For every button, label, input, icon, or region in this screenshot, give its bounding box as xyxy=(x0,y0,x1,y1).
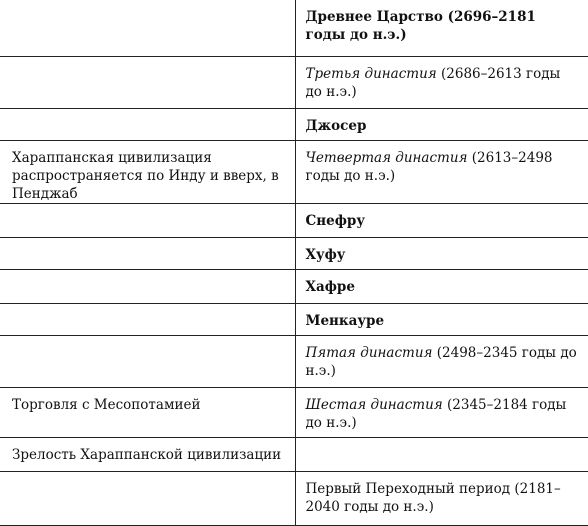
egypt-cell xyxy=(295,56,588,108)
event-cell xyxy=(0,335,295,387)
event-cell xyxy=(0,140,295,203)
dynasty-name: Пятая династия xyxy=(305,344,433,361)
dynasty-name: Четвертая династия xyxy=(305,149,468,166)
event-text: Зрелость Хараппанской цивилизации xyxy=(12,446,282,463)
event-cell xyxy=(0,108,295,140)
period-dates: (2345–2184 годы до н.э.) xyxy=(305,396,567,431)
event-cell xyxy=(0,56,295,108)
table-row xyxy=(0,56,588,108)
period-dates: (2613–2498 годы до н.э.) xyxy=(305,149,553,184)
dynasty-name: Шестая династия xyxy=(305,396,443,413)
egypt-cell xyxy=(295,108,588,140)
egypt-cell xyxy=(295,303,588,335)
period-dates: (2686–2613 годы до н.э.) xyxy=(305,65,561,100)
event-cell xyxy=(0,303,295,335)
egypt-cell xyxy=(295,0,588,56)
table-row xyxy=(0,140,588,203)
egypt-cell xyxy=(295,437,588,471)
event-cell xyxy=(0,0,295,56)
table-row xyxy=(0,0,588,56)
table-row xyxy=(0,303,588,335)
period-heading: Хуфу xyxy=(305,246,346,263)
table-row xyxy=(0,335,588,387)
period-dates: (2498–2345 годы до н.э.) xyxy=(305,344,577,379)
event-text: Хараппанская цивилизация распространяется по Инду и вверх, в Пенджаб xyxy=(12,149,279,202)
period-heading: Хафре xyxy=(305,278,355,295)
event-cell xyxy=(0,471,295,525)
event-cell xyxy=(0,269,295,303)
table-row xyxy=(0,387,588,437)
egypt-cell xyxy=(295,269,588,303)
table-row xyxy=(0,437,588,471)
egypt-cell xyxy=(295,203,588,237)
egypt-cell xyxy=(295,387,588,437)
period-heading: Менкауре xyxy=(305,312,385,329)
event-cell xyxy=(0,437,295,471)
dynasty-name: Третья династия xyxy=(305,65,437,82)
table-row xyxy=(0,471,588,525)
period-heading: Джосер xyxy=(305,117,367,134)
table-row xyxy=(0,269,588,303)
egypt-cell xyxy=(295,140,588,203)
event-text: Торговля с Месопотамией xyxy=(12,396,201,413)
period-heading: Снефру xyxy=(305,212,365,229)
egypt-cell xyxy=(295,335,588,387)
period-dates: Первый Переходный период (2181–2040 годы до н.э.) xyxy=(305,480,561,515)
egypt-cell xyxy=(295,471,588,525)
table-row xyxy=(0,108,588,140)
event-cell xyxy=(0,237,295,269)
event-cell xyxy=(0,387,295,437)
period-heading: Древнее Царство (2696–2181 годы до н.э.) xyxy=(305,9,536,43)
event-cell xyxy=(0,203,295,237)
table-row xyxy=(0,237,588,269)
egypt-cell xyxy=(295,237,588,269)
table-row xyxy=(0,203,588,237)
